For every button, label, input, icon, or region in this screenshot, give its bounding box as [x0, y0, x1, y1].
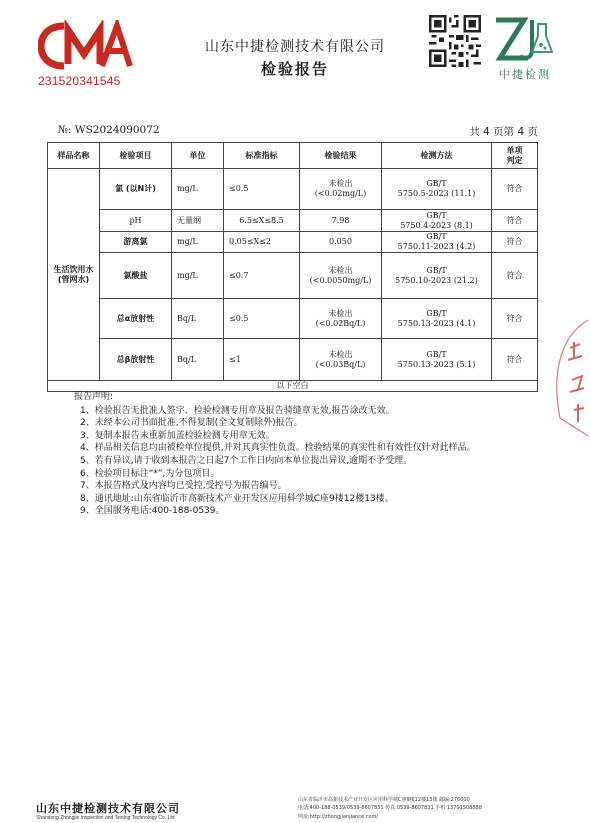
sample-name-cell: 生活饮用水 (管网水)	[48, 169, 100, 381]
test-item-cell: 氯 (以N计)	[100, 169, 172, 210]
result-cell: 未检出 (<0.03Bq/L)	[300, 339, 382, 381]
page-indicator: 共 4 页第 4 页	[469, 126, 538, 138]
header-test-item: 检验项目	[100, 143, 172, 169]
judgment-cell: 符合	[492, 253, 538, 299]
test-item-cell: 游离氯	[100, 232, 172, 253]
zhongjie-logo	[492, 14, 556, 64]
report-number: №: WS2024090072	[58, 124, 160, 136]
blank-row	[48, 381, 538, 392]
table-row	[48, 169, 538, 210]
unit-cell: mg/L	[172, 232, 224, 253]
standard-cell: ≤0.7	[224, 253, 300, 299]
company-name: 山东中捷检测技术有限公司	[205, 39, 385, 55]
test-item-cell: 氯酸盐	[100, 253, 172, 299]
standard-cell: 0.05≤X≤2	[224, 232, 300, 253]
result-cell: 未检出 (<0.02mg/L)	[300, 169, 382, 210]
statement-line: 7、本报告格式及内容均已受控,受控号为报告编号。	[80, 481, 287, 492]
judgment-cell: 符合	[492, 210, 538, 232]
brand-name: 中捷检测	[499, 68, 551, 81]
statement-line: 2、未经本公司书面批准,不得复制(全文复制除外)报告。	[80, 418, 303, 429]
table-row	[48, 339, 538, 381]
judgment-cell: 符合	[492, 339, 538, 381]
unit-cell: Bq/L	[172, 299, 224, 339]
table-row	[48, 232, 538, 253]
standard-cell: 6.5≤X≤8.5	[224, 210, 300, 232]
method-cell: GB/T 5750.4-2023 (8.1)	[382, 210, 492, 232]
unit-cell: 无量纲	[172, 210, 224, 232]
judgment-cell: 符合	[492, 299, 538, 339]
unit-cell: Bq/L	[172, 339, 224, 381]
method-cell: GB/T 5750.5-2023 (11.1)	[382, 169, 492, 210]
statement-line: 5、若有异议,请于收到本报告之日起7个工作日内向本单位提出异议,逾期不予受理。	[80, 455, 413, 466]
report-title: 检验报告	[260, 60, 329, 78]
footer-company-name: 山东中捷检测技术有限公司	[36, 802, 180, 815]
seal-stamp-icon	[548, 318, 590, 438]
table-row	[48, 210, 538, 232]
statement-line: 8、通讯地址:山东省临沂市高新技术产业开发区应用科学城C座9楼12楼13楼。	[80, 493, 394, 504]
statement-line: 4、样品相关信息均由被检单位提供,并对其真实性负责。检验结果的真实性和有效性仅针对此样品。	[80, 443, 476, 454]
result-cell: 未检出 (<0.0050mg/L)	[300, 253, 382, 299]
standard-cell: ≤0.5	[224, 169, 300, 210]
header-unit: 单位	[172, 143, 224, 169]
statement-line: 6、检验项目标注“*”,为分包项目。	[80, 468, 220, 479]
header-sample-name: 样品名称	[48, 143, 100, 169]
result-cell: 7.98	[300, 210, 382, 232]
header-judgment: 单项 判定	[492, 143, 538, 169]
footer-phones: 电话:400-188-0539/0539-8607831 传真:0539-8607831 手机:13791508888	[298, 805, 482, 812]
qr-code-icon	[429, 15, 481, 67]
header-result: 检验结果	[300, 143, 382, 169]
method-cell: GB/T 5750.13-2023 (5.1)	[382, 339, 492, 381]
table-row	[48, 299, 538, 339]
test-item-cell: 总α放射性	[100, 299, 172, 339]
result-cell: 未检出 (<0.02Bq/L)	[300, 299, 382, 339]
report-statement	[74, 391, 544, 518]
blank-label: 以下空白	[48, 381, 538, 392]
statement-line: 3、复制本报告未重新加盖检验检测专用章无效。	[80, 430, 275, 441]
judgment-cell: 符合	[492, 169, 538, 210]
judgment-cell: 符合	[492, 232, 538, 253]
standard-cell: ≤0.5	[224, 299, 300, 339]
header-standard: 标准指标	[224, 143, 300, 169]
statement-title: 报告声明:	[74, 392, 114, 402]
footer-address: 山东省临沂市高新技术产业开发区应用科学城C座9楼12楼13楼 邮编:276000	[298, 797, 470, 803]
statement-line: 1、检验报告无批准人签字、检验检测专用章及报告骑缝章无效,报告涂改无效。	[80, 405, 395, 416]
unit-cell: mg/L	[172, 253, 224, 299]
header-method: 检测方法	[382, 143, 492, 169]
statement-line: 9、全国服务电话:400-188-0539。	[80, 506, 225, 517]
table-row	[48, 253, 538, 299]
footer-website: 网址:http://zhongjianjiance.com/	[298, 813, 378, 820]
method-cell: GB/T 5750.11-2023 (4.2)	[382, 232, 492, 253]
cma-certificate-code: 231520341545	[38, 74, 121, 88]
unit-cell: mg/L	[172, 169, 224, 210]
footer-company-english: Shandong Zhongjie Inspection and Testing Technology Co.,Ltd	[36, 815, 175, 821]
footer-contact-info	[298, 796, 558, 821]
standard-cell: ≤1	[224, 339, 300, 381]
method-cell: GB/T 5750.10-2023 (21.2)	[382, 253, 492, 299]
test-item-cell: 总β放射性	[100, 339, 172, 381]
test-item-cell: pH	[100, 210, 172, 232]
results-table	[47, 142, 538, 392]
cma-logo	[38, 20, 133, 72]
table-header-row	[48, 143, 538, 169]
method-cell: GB/T 5750.13-2023 (4.1)	[382, 299, 492, 339]
result-cell: 0.050	[300, 232, 382, 253]
